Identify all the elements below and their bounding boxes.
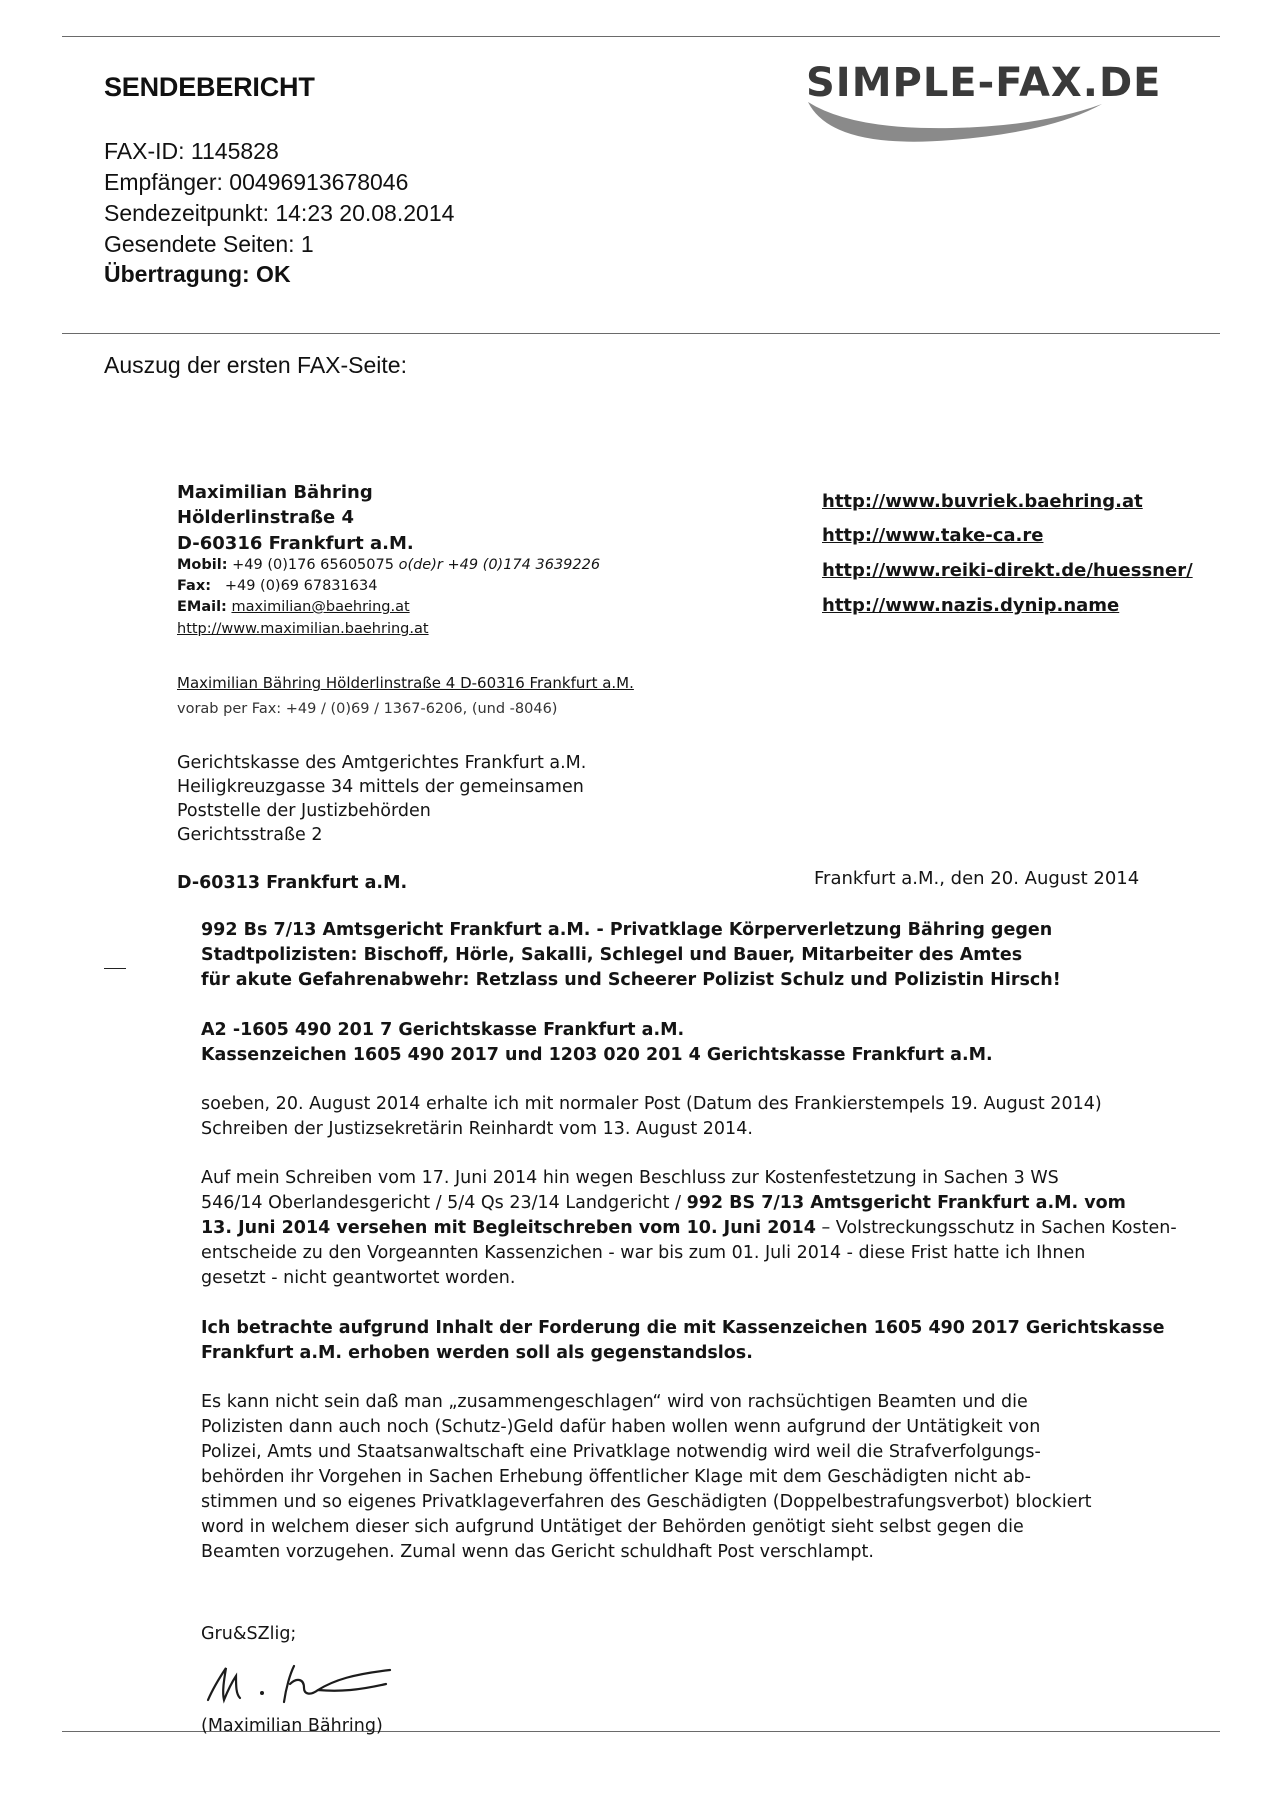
paragraph-2-line-3a: 13. Juni 2014 versehen mit Begleitschreben vom 10. Juni 2014 bbox=[201, 1218, 816, 1238]
paragraph-2-line-2a: 546/14 Oberlandesgericht / 5/4 Qs 23/14 Landgericht / bbox=[201, 1193, 687, 1213]
sender-city: D-60316 Frankfurt a.M. bbox=[177, 533, 414, 554]
subject-line-2: Stadtpolizisten: Bischoff, Hörle, Sakalli, Schlegel und Bauer, Mitarbeiter des Amtes bbox=[201, 945, 1023, 965]
report-title: SENDEBERICHT bbox=[104, 72, 315, 102]
recipient-line-2: Heiligkreuzgasse 34 mittels der gemeinsamen bbox=[177, 777, 584, 797]
place-date: Frankfurt a.M., den 20. August 2014 bbox=[814, 868, 1140, 889]
sender-website-link[interactable]: http://www.maximilian.baehring.at bbox=[177, 621, 429, 637]
recipient-city: D-60313 Frankfurt a.M. bbox=[177, 873, 408, 893]
mobile-label: Mobil: bbox=[177, 557, 228, 573]
sender-fax bbox=[177, 578, 377, 594]
advance-fax-line: vorab per Fax: +49 / (0)69 / 1367-6206, (und -8046) bbox=[177, 701, 558, 717]
reference-line-2: Kassenzeichen 1605 490 2017 und 1203 020 201 4 Gerichtskasse Frankfurt a.M. bbox=[201, 1045, 993, 1065]
mobile-alt-number: o(de)r +49 (0)174 3639226 bbox=[398, 557, 601, 573]
link-reiki[interactable]: http://www.reiki-direkt.de/huessner/ bbox=[822, 560, 1193, 581]
sender-street: Hölderlinstraße 4 bbox=[177, 507, 355, 528]
greeting: Gru&SZlig; bbox=[201, 1624, 297, 1644]
paragraph-2-line-3b: – Volstreckungsschutz in Sachen Kosten- bbox=[815, 1218, 1177, 1238]
paragraph-2-line-3 bbox=[201, 1216, 1177, 1241]
paragraph-2-line-4: entscheide zu den Vorgeannten Kassenzichen - war bis zum 01. Juli 2014 - diese Frist hatte ich Ihnen bbox=[201, 1243, 1086, 1263]
reference-line-1: A2 -1605 490 201 7 Gerichtskasse Frankfurt a.M. bbox=[201, 1020, 685, 1040]
top-divider bbox=[62, 36, 1220, 37]
paragraph-2-line-1: Auf mein Schreiben vom 17. Juni 2014 hin wegen Beschluss zur Kostenfestetzung in Sachen 3 WS bbox=[201, 1168, 1059, 1188]
sender-name: Maximilian Bähring bbox=[177, 482, 373, 503]
link-buvriek[interactable]: http://www.buvriek.baehring.at bbox=[822, 491, 1143, 512]
paragraph-1-line-1: soeben, 20. August 2014 erhalte ich mit normaler Post (Datum des Frankierstempels 19. August 2014) bbox=[201, 1094, 1102, 1114]
paragraph-4-line-5: stimmen und so eigenes Privatklageverfahren des Geschädigten (Doppelbestrafungsverbot) blockiert bbox=[201, 1492, 1092, 1512]
recipient-line-1: Gerichtskasse des Amtgerichtes Frankfurt a.M. bbox=[177, 753, 587, 773]
paragraph-4-line-4: behörden ihr Vorgehen in Sachen Erhebung öffentlicher Klage mit dem Geschädigten nicht ab- bbox=[201, 1467, 1031, 1487]
handwritten-signature bbox=[200, 1660, 410, 1710]
excerpt-label: Auszug der ersten FAX-Seite: bbox=[104, 352, 407, 378]
paragraph-4-line-3: Polizei, Amts und Staatsanwaltschaft eine Privatklage notwendig wird weil die Strafverfolgungs- bbox=[201, 1442, 1041, 1462]
paragraph-2-line-5: gesetzt - nicht geantwortet worden. bbox=[201, 1268, 516, 1288]
header-divider bbox=[62, 333, 1220, 334]
paragraph-4-line-6: word in welchem dieser sich aufgrund Untätiget der Behörden genötigt sieht selbst gegen die bbox=[201, 1517, 1024, 1537]
subject-line-3: für akute Gefahrenabwehr: Retzlass und Scheerer Polizist Schulz und Polizistin Hirsch! bbox=[201, 970, 1061, 990]
link-take-care[interactable]: http://www.take-ca.re bbox=[822, 525, 1044, 546]
sender-mobile bbox=[177, 557, 600, 573]
transmission-status: Übertragung: OK bbox=[104, 261, 291, 287]
paragraph-3-line-2: Frankfurt a.M. erhoben werden soll als gegenstandslos. bbox=[201, 1343, 753, 1363]
fax-label: Fax: bbox=[177, 578, 211, 594]
mobile-number: +49 (0)176 65605075 bbox=[227, 557, 399, 573]
fax-id: FAX-ID: 1145828 bbox=[104, 138, 279, 164]
sender-email bbox=[177, 599, 410, 615]
return-address: Maximilian Bähring Hölderlinstraße 4 D-60316 Frankfurt a.M. bbox=[177, 674, 634, 692]
paragraph-3-line-1: Ich betrachte aufgrund Inhalt der Forderung die mit Kassenzeichen 1605 490 2017 Gerichtskasse bbox=[201, 1318, 1165, 1338]
paragraph-3 bbox=[201, 1316, 1165, 1366]
signature-name: (Maximilian Bähring) bbox=[201, 1716, 383, 1736]
recipient-line-4: Gerichtsstraße 2 bbox=[177, 825, 323, 845]
recipient-line-3: Poststelle der Justizbehörden bbox=[177, 801, 431, 821]
paragraph-1 bbox=[201, 1092, 1102, 1142]
email-link[interactable]: maximilian@baehring.at bbox=[231, 599, 410, 615]
link-nazis-dynip[interactable]: http://www.nazis.dynip.name bbox=[822, 595, 1120, 616]
subject-line-1: 992 Bs 7/13 Amtsgericht Frankfurt a.M. - Privatklage Körperverletzung Bähring gegen bbox=[201, 920, 1053, 940]
paragraph-2-line-2b: 992 BS 7/13 Amtsgericht Frankfurt a.M. vom bbox=[686, 1193, 1126, 1213]
paragraph-2 bbox=[201, 1166, 1177, 1291]
paragraph-4 bbox=[201, 1390, 1092, 1565]
logo-text: SIMPLE-FAX.DE bbox=[806, 60, 1162, 106]
paragraph-4-line-7: Beamten vorzugehen. Zumal wenn das Gericht schuldhaft Post verschlampt. bbox=[201, 1542, 874, 1562]
paragraph-2-line-2 bbox=[201, 1191, 1177, 1216]
fax-number: +49 (0)69 67831634 bbox=[211, 578, 378, 594]
send-time: Sendezeitpunkt: 14:23 20.08.2014 bbox=[104, 200, 455, 226]
paragraph-4-line-2: Polizisten dann auch noch (Schutz-)Geld dafür haben wollen wenn aufgrund der Untätigkeit von bbox=[201, 1417, 1041, 1437]
paragraph-1-line-2: Schreiben der Justizsekretärin Reinhardt vom 13. August 2014. bbox=[201, 1119, 753, 1139]
recipient-number: Empfänger: 00496913678046 bbox=[104, 169, 409, 195]
paragraph-4-line-1: Es kann nicht sein daß man „zusammengeschlagen“ wird von rachsüchtigen Beamten und die bbox=[201, 1392, 1028, 1412]
simple-fax-logo bbox=[802, 58, 1202, 146]
sent-pages: Gesendete Seiten: 1 bbox=[104, 231, 314, 257]
email-label: EMail: bbox=[177, 599, 227, 615]
fold-mark bbox=[104, 968, 126, 969]
